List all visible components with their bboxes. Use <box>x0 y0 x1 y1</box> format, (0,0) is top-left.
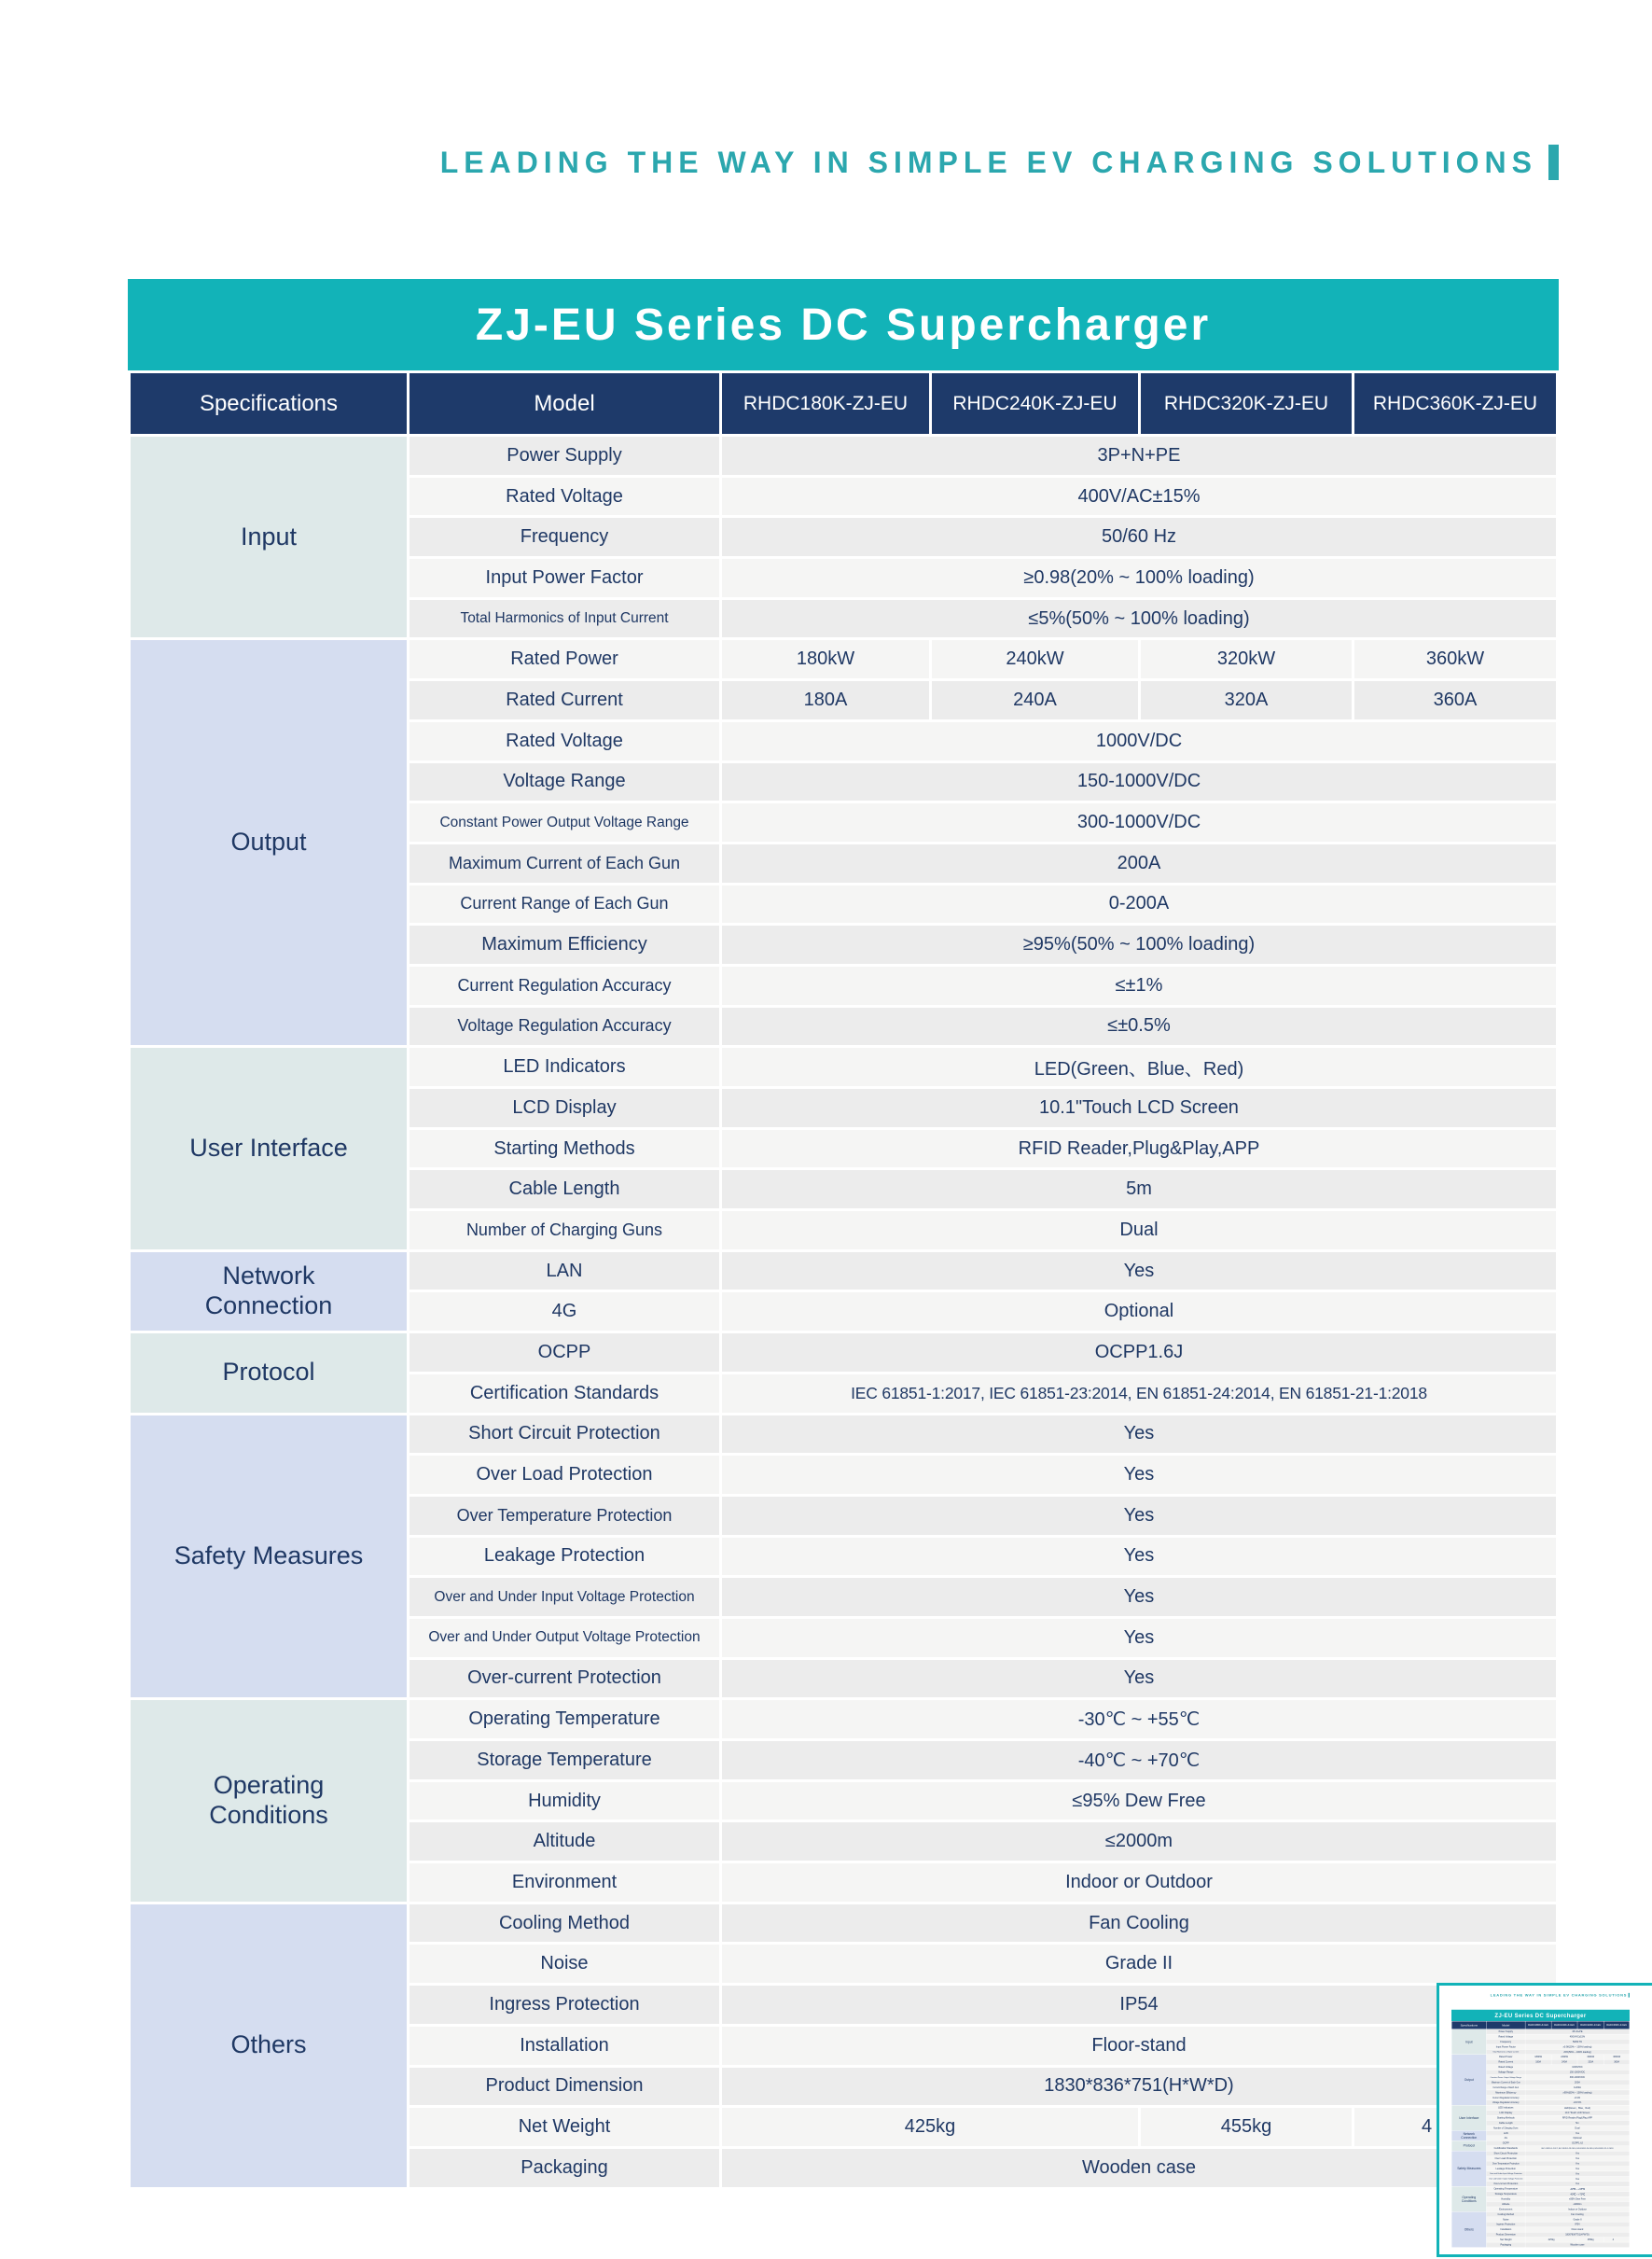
header-model-column-4: RHDC360K-ZJ-EU <box>1354 373 1556 434</box>
spec-value-rated-power-col: 180kW <box>722 640 929 678</box>
spec-value-rated-voltage: 1000V/DC <box>722 722 1556 760</box>
spec-label-led-indicators: LED Indicators <box>410 1048 719 1086</box>
spec-label-operating-temperature: Operating Temperature <box>410 1700 719 1738</box>
spec-label-environment: Environment <box>410 1863 719 1902</box>
spec-value-over-and-under-input-voltage-protection: Yes <box>722 1578 1556 1616</box>
spec-row-ocpp <box>131 1333 1556 1372</box>
section-label-safety-measures: Safety Measures <box>131 1415 407 1698</box>
spec-value-storage-temperature: -40℃ ~ +70℃ <box>722 1741 1556 1779</box>
spec-value-number-of-charging-guns: Dual <box>722 1211 1556 1249</box>
spec-label-rated-voltage: Rated Voltage <box>410 478 719 516</box>
spec-value-frequency: 50/60 Hz <box>722 518 1556 556</box>
spec-value-product-dimension: 1830*836*751(H*W*D) <box>722 2068 1556 2106</box>
spec-value-maximum-efficiency: ≥95%(50% ~ 100% loading) <box>722 926 1556 964</box>
section-label-user-interface: User Interface <box>131 1048 407 1248</box>
spec-value-current-regulation-accuracy: ≤±1% <box>722 967 1556 1005</box>
spec-label-cable-length: Cable Length <box>410 1170 719 1208</box>
spec-value-maximum-current-of-each-gun: 200A <box>722 844 1556 883</box>
product-title: ZJ-EU Series DC Supercharger <box>475 300 1212 350</box>
spec-value-power-supply: 3P+N+PE <box>722 437 1556 475</box>
spec-value-rated-power-col: 360kW <box>1354 640 1556 678</box>
spec-value-constant-power-output-voltage-range: 300-1000V/DC <box>722 803 1556 842</box>
table-header-row <box>131 373 1556 434</box>
section-label-network-connection: Network Connection <box>131 1252 407 1331</box>
spec-label-rated-power: Rated Power <box>410 640 719 678</box>
spec-label-power-supply: Power Supply <box>410 437 719 475</box>
spec-value-rated-current-col: 360A <box>1354 681 1556 719</box>
spec-value-packaging: Wooden case <box>722 2149 1556 2187</box>
section-label-others: Others <box>131 1904 407 2187</box>
section-label-protocol: Protocol <box>131 1333 407 1412</box>
spec-label-frequency: Frequency <box>410 518 719 556</box>
spec-value-net-weight-col: 4 <box>1354 2108 1556 2146</box>
spec-value-over-temperature-protection: Yes <box>722 1497 1556 1535</box>
spec-value-noise: Grade II <box>722 1945 1556 1983</box>
section-label-input: Input <box>131 437 407 637</box>
spec-value-rated-voltage: 400V/AC±15% <box>722 478 1556 516</box>
spec-value-altitude: ≤2000m <box>722 1822 1556 1861</box>
spec-label-number-of-charging-guns: Number of Charging Guns <box>410 1211 719 1249</box>
slogan-text: LEADING THE WAY IN SIMPLE EV CHARGING SOLUTIONS <box>439 145 1537 179</box>
sheet: LEADING THE WAY IN SIMPLE EV CHARGING SOLUTIONS ZJ-EU Series DC Supercharger Specifications Model RHDC180K-ZJ-EU RHDC240K-ZJ-EU RHDC320K-ZJ-EU RHDC360K-ZJ-EU Input Power Supply 3P+N+PE Rated Voltage 400V/AC±15% Frequency 50/60 Hz Input Power Factor ≥0.98(20% ~ 100% loading) Total Harmonics of Input Current ≤5%(50% ~ 100% loading) Output Rated Power 180kW 240kW 320kW 360kW Rated Current 180A 240A 320A 360A Rated Voltage 1000V/DC Voltage Range 150-1000V/DC Constant Power Output Voltage Range 300-1000V/DC Maximum Current of Each Gun 200A Current Range of Each Gun 0-200A Maximum Efficiency ≥95%(50% ~ 100% loading) Current Regulation Accuracy ≤±1% Voltage Regulation Accuracy ≤±0.5% User Interface LED Indicators LED(Green、Blue、Red) LCD Display 10.1"Touch LCD Screen Starting Methods RFID Reader,Plug&Play,APP Cable Length 5m Number of Charging Guns Dual Network Connection LAN Yes 4G Optional Protocol OCPP OCPP1.6J Certification Standards IEC 61851-1:2017, IEC 61851-23:2014, EN 61851-24:2014, EN 61851-21-1:2018 Safety Measures Short Circuit Protection Yes Over Load Protection Yes Over Temperature Protection Yes Leakage Protection Yes Over and Under Input Voltage Protection Yes Over and Under Output Voltage Protection Yes Over-current Protection Yes Operating Conditions Operating Temperature -30℃ ~ +55℃ Storage Temperature -40℃ ~ +70℃ Humidity ≤95% Dew Free Altitude ≤2000m Environment Indoor or Outdoor Others Cooling Method Fan Cooling Noise Grade II Ingress Protection IP54 Installation Floor-stand Product Dimension 1830*836*751(H*W*D) Net Weight 425kg 455kg 4 Packaging Wooden case <box>1451 1992 1630 2248</box>
spec-row-led-indicators <box>131 1048 1556 1086</box>
spec-value-installation: Floor-stand <box>722 2027 1556 2065</box>
spec-label-product-dimension: Product Dimension <box>410 2068 719 2106</box>
header-model-column-2: RHDC240K-ZJ-EU <box>932 373 1138 434</box>
spec-label-voltage-range: Voltage Range <box>410 763 719 802</box>
spec-label-leakage-protection: Leakage Protection <box>410 1538 719 1576</box>
spec-value-certification-standards: IEC 61851-1:2017, IEC 61851-23:2014, EN 61851-24:2014, EN 61851-21-1:2018 <box>722 1374 1556 1413</box>
spec-label-packaging: Packaging <box>410 2149 719 2187</box>
spec-label-current-regulation-accuracy: Current Regulation Accuracy <box>410 967 719 1005</box>
spec-label-net-weight: Net Weight <box>410 2108 719 2146</box>
spec-label-maximum-efficiency: Maximum Efficiency <box>410 926 719 964</box>
slogan-accent-bar-icon <box>1548 145 1559 180</box>
spec-label-ingress-protection: Ingress Protection <box>410 1986 719 2024</box>
spec-value-leakage-protection: Yes <box>722 1538 1556 1576</box>
spec-value-voltage-range: 150-1000V/DC <box>722 763 1556 802</box>
spec-label-storage-temperature: Storage Temperature <box>410 1741 719 1779</box>
spec-label-cooling-method: Cooling Method <box>410 1904 719 1943</box>
spec-value-net-weight-col: 425kg <box>722 2108 1138 2146</box>
spec-label-voltage-regulation-accuracy: Voltage Regulation Accuracy <box>410 1008 719 1046</box>
spec-value-ingress-protection: IP54 <box>722 1986 1556 2024</box>
spec-value-4g: Optional <box>722 1292 1556 1331</box>
spec-value-over-current-protection: Yes <box>722 1660 1556 1698</box>
page-thumbnail-content <box>1439 1986 1652 2254</box>
spec-label-current-range-of-each-gun: Current Range of Each Gun <box>410 885 719 924</box>
spec-value-lcd-display: 10.1"Touch LCD Screen <box>722 1089 1556 1127</box>
spec-label-over-and-under-output-voltage-protection: Over and Under Output Voltage Protection <box>410 1619 719 1657</box>
spec-value-rated-power-col: 320kW <box>1141 640 1352 678</box>
spec-value-operating-temperature: -30℃ ~ +55℃ <box>722 1700 1556 1738</box>
spec-label-lcd-display: LCD Display <box>410 1089 719 1127</box>
sheet <box>128 138 1559 2190</box>
spec-label-over-and-under-input-voltage-protection: Over and Under Input Voltage Protection <box>410 1578 719 1616</box>
spec-label-lan: LAN <box>410 1252 719 1290</box>
spec-value-led-indicators: LED(Green、Blue、Red) <box>722 1048 1556 1086</box>
spec-value-current-range-of-each-gun: 0-200A <box>722 885 1556 924</box>
section-label-operating-conditions: Operating Conditions <box>131 1700 407 1901</box>
spec-value-short-circuit-protection: Yes <box>722 1415 1556 1454</box>
spec-label-noise: Noise <box>410 1945 719 1983</box>
spec-value-starting-methods: RFID Reader,Plug&Play,APP <box>722 1130 1556 1168</box>
spec-value-net-weight-col: 455kg <box>1141 2108 1352 2146</box>
spec-value-rated-current-col: 180A <box>722 681 929 719</box>
spec-label-starting-methods: Starting Methods <box>410 1130 719 1168</box>
spec-label-over-load-protection: Over Load Protection <box>410 1456 719 1494</box>
spec-value-input-power-factor: ≥0.98(20% ~ 100% loading) <box>722 559 1556 597</box>
spec-label-over-current-protection: Over-current Protection <box>410 1660 719 1698</box>
spec-label-constant-power-output-voltage-range: Constant Power Output Voltage Range <box>410 803 719 842</box>
spec-row-cooling-method <box>131 1904 1556 1943</box>
spec-value-voltage-regulation-accuracy: ≤±0.5% <box>722 1008 1556 1046</box>
spec-label-ocpp: OCPP <box>410 1333 719 1372</box>
spec-value-cable-length: 5m <box>722 1170 1556 1208</box>
spec-label-installation: Installation <box>410 2027 719 2065</box>
spec-value-lan: Yes <box>722 1252 1556 1290</box>
header-specifications: Specifications <box>131 373 407 434</box>
spec-value-over-and-under-output-voltage-protection: Yes <box>722 1619 1556 1657</box>
spec-row-rated-power <box>131 640 1556 678</box>
page-thumbnail <box>1437 1983 1652 2257</box>
spec-label-4g: 4G <box>410 1292 719 1331</box>
spec-value-rated-power-col: 240kW <box>932 640 1138 678</box>
spec-label-input-power-factor: Input Power Factor <box>410 559 719 597</box>
header-model-column-3: RHDC320K-ZJ-EU <box>1141 373 1352 434</box>
section-label-output: Output <box>131 640 407 1045</box>
spec-label-certification-standards: Certification Standards <box>410 1374 719 1413</box>
spec-row-power-supply <box>131 437 1556 475</box>
spec-label-altitude: Altitude <box>410 1822 719 1861</box>
spec-row-operating-temperature <box>131 1700 1556 1738</box>
slogan-row <box>128 138 1559 187</box>
spec-value-environment: Indoor or Outdoor <box>722 1863 1556 1902</box>
spec-row-lan <box>131 1252 1556 1290</box>
header-model: Model <box>410 373 719 434</box>
product-title-band <box>128 279 1559 370</box>
spec-row-short-circuit-protection <box>131 1415 1556 1454</box>
spec-value-total-harmonics-of-input-current: ≤5%(50% ~ 100% loading) <box>722 600 1556 638</box>
spec-value-humidity: ≤95% Dew Free <box>722 1782 1556 1820</box>
spec-value-over-load-protection: Yes <box>722 1456 1556 1494</box>
spec-label-short-circuit-protection: Short Circuit Protection <box>410 1415 719 1454</box>
specifications-table <box>128 370 1559 2190</box>
spec-label-total-harmonics-of-input-current: Total Harmonics of Input Current <box>410 600 719 638</box>
spec-label-over-temperature-protection: Over Temperature Protection <box>410 1497 719 1535</box>
spec-label-humidity: Humidity <box>410 1782 719 1820</box>
spec-value-rated-current-col: 240A <box>932 681 1138 719</box>
header-model-column-1: RHDC180K-ZJ-EU <box>722 373 929 434</box>
spec-label-rated-current: Rated Current <box>410 681 719 719</box>
spec-label-rated-voltage: Rated Voltage <box>410 722 719 760</box>
spec-value-rated-current-col: 320A <box>1141 681 1352 719</box>
spec-value-cooling-method: Fan Cooling <box>722 1904 1556 1943</box>
spec-value-ocpp: OCPP1.6J <box>722 1333 1556 1372</box>
spec-label-maximum-current-of-each-gun: Maximum Current of Each Gun <box>410 844 719 883</box>
